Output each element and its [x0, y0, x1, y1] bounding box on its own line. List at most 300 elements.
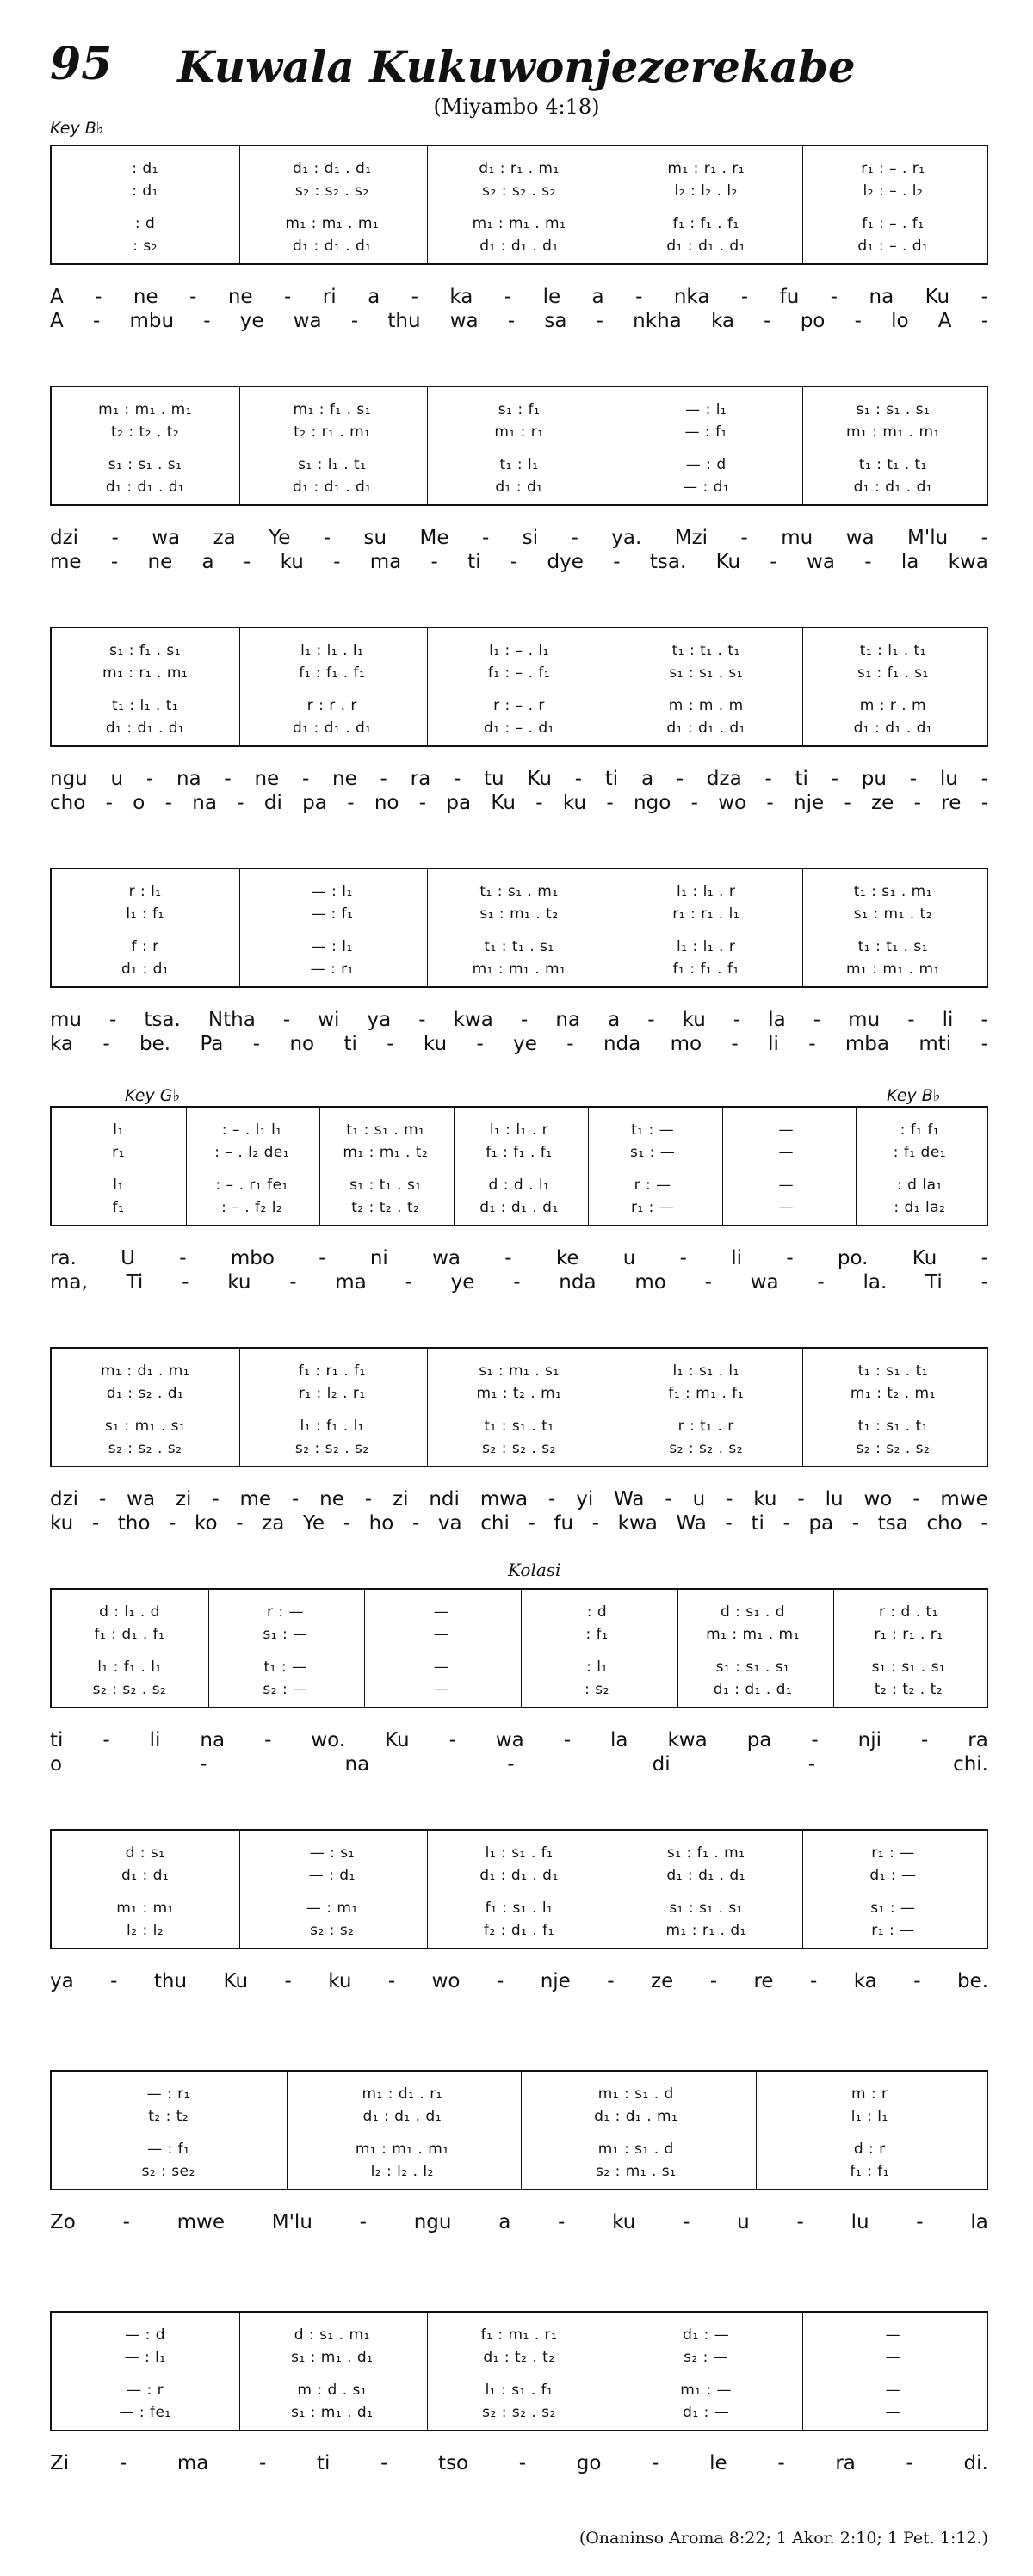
lyric-syllable: sa: [544, 310, 567, 332]
lyric-line: [50, 768, 988, 790]
lyric-syllable: tsa: [877, 1512, 908, 1535]
lyric-syllable: na: [555, 1009, 580, 1031]
measure-notes: m₁ : m₁: [116, 1900, 174, 1917]
lyric-syllable: -: [535, 792, 543, 814]
lyric-syllable: la: [900, 551, 919, 573]
measure-notes: —: [433, 1659, 449, 1676]
measure-notes: t₁ : s₁ . m₁: [853, 883, 933, 900]
measure-notes: s₁ : —: [870, 1900, 916, 1917]
lyric-syllable: -: [909, 768, 918, 790]
lyric-syllable: le: [542, 286, 561, 308]
scripture-footnote: (Onaninso Aroma 8:22; 1 Akor. 2:10; 1 Pet. 1:12.): [578, 2529, 988, 2548]
measure-notes: f₁ : m₁ . f₁: [668, 1385, 745, 1402]
measure-notes: d₁ : —: [869, 1867, 917, 1884]
lyric-syllable: -: [591, 1512, 600, 1535]
lyric-line: [50, 1753, 988, 1776]
lyric-syllable: mbo: [230, 1247, 275, 1269]
lyric-syllable: -: [453, 768, 461, 790]
measure-notes: m₁ : m₁ . m₁: [355, 2140, 449, 2158]
lyric-syllable: yi: [576, 1488, 594, 1510]
lyric-syllable: ku: [682, 1009, 706, 1031]
lyric-syllable: Ku: [223, 1970, 249, 1992]
measure-notes: s₁ : t₁ . s₁: [349, 1177, 422, 1194]
measure-notes: d : r: [853, 2140, 886, 2158]
lyric-syllable: Mzi: [674, 527, 708, 549]
lyric-syllable: -: [284, 1970, 292, 1992]
lyric-syllable: no: [289, 1033, 315, 1055]
measure-notes: r₁ : r₁ . l₁: [672, 905, 740, 923]
lyric-syllable: ti: [316, 2452, 331, 2474]
lyric-syllable: ya: [367, 1009, 392, 1031]
measure-notes: s₁ : f₁ . s₁: [109, 642, 182, 659]
voice-line: [52, 1843, 987, 1863]
voice-line: [52, 1898, 987, 1918]
measure-notes: : f₁ f₁: [900, 1121, 940, 1139]
lyric-syllable: Ye: [269, 527, 291, 549]
lyric-syllable: ma,: [50, 1271, 88, 1294]
lyric-syllable: Ntha: [207, 1009, 256, 1031]
lyric-syllable: A: [50, 286, 64, 308]
measure-notes: d₁ : d₁ . d₁: [105, 720, 185, 737]
lyric-syllable: kwa: [667, 1729, 708, 1751]
music-system: [50, 627, 988, 747]
measure-notes: m₁ : —: [680, 2381, 733, 2399]
measure-notes: m₁ : m₁ . t₂: [343, 1144, 429, 1161]
lyric-line: [50, 2452, 988, 2474]
measure-notes: s₁ : f₁ . m₁: [666, 1844, 745, 1862]
lyric-syllable: Zo: [50, 2211, 76, 2233]
lyric-syllable: kwa: [617, 1512, 658, 1535]
hymn-title: Kuwala Kukuwonjezerekabe: [177, 41, 856, 92]
lyric-syllable: ku: [753, 1488, 777, 1510]
lyric-syllable: pa: [808, 1512, 834, 1535]
key-label-g-flat: Key G♭: [125, 1086, 181, 1105]
lyric-syllable: tsa.: [649, 551, 687, 573]
lyric-syllable: -: [864, 551, 872, 573]
measure-cells: [52, 720, 987, 737]
lyric-syllable: -: [476, 1033, 484, 1055]
lyric-line: [50, 1271, 988, 1294]
measure-notes: d₁ : —: [683, 2326, 730, 2344]
measure-notes: s₂ : s₂ . s₂: [294, 1440, 369, 1457]
measure-notes: t₁ : t₁ . t₁: [671, 642, 740, 659]
measure-notes: r₁ : —: [871, 1844, 915, 1862]
lyric-syllable: ku: [280, 551, 304, 573]
measure-notes: —: [778, 1121, 795, 1139]
lyric-syllable: nje: [540, 1970, 571, 1992]
measure-notes: d₁ : d₁ . d₁: [293, 160, 372, 177]
measure-notes: s₁ : l₁ . t₁: [298, 456, 367, 473]
lyric-syllable: -: [164, 792, 172, 814]
measure-notes: m₁ : m₁ . m₁: [845, 423, 940, 441]
music-system: [50, 145, 988, 265]
lyric-syllable: ma: [369, 551, 402, 573]
lyric-syllable: le: [709, 2452, 727, 2474]
measure-notes: s₁ : m₁ . d₁: [291, 2349, 374, 2366]
measure-notes: d₁ : d₁ . d₁: [713, 1681, 793, 1698]
lyric-syllable: ye: [450, 1271, 475, 1294]
key-label-b-flat-return: Key B♭: [887, 1086, 941, 1105]
lyric-syllable: mbu: [129, 310, 175, 332]
lyric-syllable: Ku: [925, 286, 950, 308]
measure-notes: d₁ : —: [683, 2404, 730, 2421]
lyric-syllable: re: [753, 1970, 774, 1992]
measure-notes: s₂ : s₂: [310, 1922, 355, 1939]
lyric-syllable: -: [913, 792, 921, 814]
measure-notes: —: [433, 1626, 449, 1643]
measure-notes: m : m . m: [668, 697, 744, 714]
lyric-syllable: li: [149, 1729, 161, 1751]
lyric-syllable: ye: [239, 310, 264, 332]
measure-notes: d₁ : d₁ . m₁: [594, 2108, 678, 2125]
lyric-syllable: mu: [848, 1009, 881, 1031]
measure-notes: — : l₁: [685, 401, 727, 418]
measure-cells: [52, 1681, 987, 1698]
lyric-syllable: o: [50, 1753, 63, 1776]
voice-line: [52, 1865, 987, 1886]
measure-notes: s₁ : m₁ . t₂: [479, 905, 559, 923]
lyric-syllable: chi: [480, 1512, 510, 1535]
measure-notes: : l₁: [586, 1659, 608, 1676]
lyric-syllable: -: [243, 551, 251, 573]
lyric-syllable: -: [145, 768, 154, 790]
measure-notes: l₁: [113, 1121, 124, 1139]
lyric-syllable: mti: [919, 1033, 952, 1055]
measure-notes: d₁ : d₁ . d₁: [479, 1867, 559, 1884]
lyric-syllable: di: [263, 792, 282, 814]
measure-notes: m₁ : r₁ . r₁: [667, 160, 745, 177]
measure-notes: r : —: [634, 1177, 671, 1194]
voice-line: [52, 936, 987, 957]
lyric-syllable: wo: [863, 1488, 893, 1510]
voice-line: [52, 1175, 987, 1195]
lyric-syllable: ti: [751, 1512, 764, 1535]
lyric-syllable: wa: [152, 527, 181, 549]
measure-cells: [52, 1867, 987, 1884]
measure-notes: — : d₁: [683, 479, 730, 496]
lyric-line: [50, 1729, 988, 1751]
lyric-syllable: -: [291, 1488, 300, 1510]
lyric-line: [50, 310, 988, 332]
voice-line: [52, 181, 987, 201]
measure-notes: l₁: [113, 1177, 124, 1194]
lyric-syllable: -: [102, 1033, 110, 1055]
measure-notes: d₁ : r₁ . m₁: [479, 160, 560, 177]
lyric-syllable: wa: [293, 310, 322, 332]
lyric-syllable: me: [50, 551, 82, 573]
measure-notes: s₁ : m₁ . s₁: [104, 1418, 186, 1435]
measure-cells: [52, 1900, 987, 1917]
lyric-syllable: -: [980, 286, 988, 308]
lyric-syllable: wa: [807, 551, 835, 573]
lyric-syllable: zi: [393, 1488, 409, 1510]
measure-notes: — : l₁: [311, 883, 353, 900]
lyric-syllable: -: [92, 310, 101, 332]
lyric-syllable: ka: [853, 1970, 877, 1992]
voice-line: [52, 640, 987, 661]
lyric-syllable: -: [319, 1247, 326, 1269]
measure-notes: s₁ : —: [630, 1144, 676, 1161]
lyric-syllable: ma: [176, 2452, 209, 2474]
measure-notes: m₁ : s₁ . d: [597, 2140, 674, 2158]
lyric-syllable: ti: [343, 1033, 357, 1055]
lyric-syllable: -: [548, 1488, 556, 1510]
lyric-syllable: nda: [559, 1271, 597, 1294]
measure-notes: m₁ : m₁ . m₁: [285, 215, 380, 232]
measure-cells: [52, 697, 987, 714]
lyric-syllable: lu: [851, 2211, 869, 2233]
measure-notes: t₁ : s₁ . t₁: [484, 1418, 554, 1435]
lyric-syllable: wo.: [311, 1729, 346, 1751]
voice-line: [52, 477, 987, 497]
lyric-syllable: ku: [562, 792, 587, 814]
lyric-syllable: -: [786, 1247, 794, 1269]
lyric-syllable: -: [808, 1033, 816, 1055]
lyric-line: [50, 551, 988, 573]
lyric-syllable: -: [571, 527, 578, 549]
measure-notes: r₁ : – . r₁: [861, 160, 925, 177]
voice-line: [52, 695, 987, 716]
measure-notes: —: [433, 1681, 449, 1698]
lyric-syllable: ngu: [413, 2211, 452, 2233]
lyric-syllable: a: [368, 286, 380, 308]
measure-notes: f₁: [112, 1199, 125, 1216]
lyric-syllable: wo: [718, 792, 747, 814]
lyric-syllable: nkha: [633, 310, 682, 332]
lyric-line: [50, 1247, 988, 1269]
lyric-syllable: fu: [554, 1512, 574, 1535]
lyric-syllable: -: [830, 286, 838, 308]
voice-line: [52, 1197, 987, 1218]
lyric-syllable: -: [652, 2452, 659, 2474]
measure-notes: s₁ : s₁ . s₁: [871, 1659, 946, 1676]
lyric-syllable: tsa.: [144, 1009, 181, 1031]
lyric-syllable: be.: [139, 1033, 171, 1055]
voice-line: [52, 2106, 987, 2127]
lyric-syllable: pa: [446, 792, 472, 814]
lyric-syllable: -: [844, 792, 851, 814]
measure-cells: [52, 1922, 987, 1939]
measure-notes: r : t₁ . r: [677, 1418, 734, 1435]
measure-notes: r : d . t₁: [878, 1603, 938, 1621]
lyric-syllable: Ku: [491, 792, 516, 814]
measure-notes: m₁ : m₁ . m₁: [98, 401, 193, 418]
measure-notes: d₁ : d₁ . d₁: [853, 479, 933, 496]
lyric-syllable: dzi: [50, 1488, 79, 1510]
measure-cells: [52, 1385, 987, 1402]
lyric-syllable: di: [652, 1753, 671, 1776]
measure-notes: l₂ : l₂ . l₂: [674, 182, 738, 200]
measure-notes: l₁ : f₁: [126, 905, 164, 923]
measure-cells: [52, 664, 987, 682]
lyric-syllable: -: [980, 1033, 988, 1055]
lyric-syllable: -: [179, 1247, 187, 1269]
lyric-syllable: Wa: [614, 1488, 645, 1510]
measure-notes: r₁ : —: [871, 1922, 915, 1939]
lyric-syllable: ra: [968, 1729, 988, 1751]
music-system: [50, 1347, 988, 1467]
lyric-syllable: ku: [50, 1512, 74, 1535]
lyric-syllable: A: [50, 310, 64, 332]
lyric-syllable: u: [622, 1247, 636, 1269]
lyric-syllable: ra.: [50, 1247, 77, 1269]
lyric-syllable: -: [359, 2211, 367, 2233]
lyric-syllable: -: [980, 792, 988, 814]
lyric-syllable: mo: [670, 1033, 702, 1055]
lyric-syllable: -: [980, 1271, 988, 1294]
measure-cells: [52, 182, 987, 200]
measure-notes: t₁ : t₁ . t₁: [858, 456, 928, 473]
measure-notes: f₁ : f₁ . f₁: [299, 664, 366, 682]
lyric-syllable: -: [301, 768, 310, 790]
measure-cells: [52, 2381, 987, 2399]
lyric-syllable: ma: [335, 1271, 367, 1294]
lyric-syllable: -: [912, 1488, 920, 1510]
measure-notes: m₁ : r₁: [494, 423, 544, 441]
lyric-syllable: go: [576, 2452, 602, 2474]
lyric-syllable: -: [563, 1729, 572, 1751]
lyric-syllable: -: [122, 2211, 130, 2233]
lyric-syllable: -: [980, 310, 988, 332]
music-system: [50, 386, 988, 506]
measure-notes: f₁ : s₁ . l₁: [485, 1900, 554, 1917]
measure-notes: : s₂: [585, 1681, 609, 1698]
lyric-syllable: -: [731, 1033, 739, 1055]
lyric-syllable: ti: [604, 768, 619, 790]
measure-notes: : d: [134, 215, 156, 232]
lyric-syllable: -: [647, 1009, 655, 1031]
lyric-syllable: -: [105, 792, 113, 814]
lyric-syllable: -: [284, 286, 292, 308]
lyric-syllable: -: [189, 286, 197, 308]
lyric-syllable: mwe: [940, 1488, 988, 1510]
lyric-line: [50, 1033, 988, 1055]
lyric-syllable: -: [504, 1247, 512, 1269]
lyric-syllable: -: [766, 792, 774, 814]
lyric-syllable: za: [213, 527, 236, 549]
lyric-syllable: -: [528, 1512, 535, 1535]
measure-notes: s₂ : s₂ . s₂: [294, 182, 369, 200]
lyric-syllable: Zi: [50, 2452, 70, 2474]
measure-notes: s₂ : s₂ . s₂: [482, 2404, 556, 2421]
lyric-syllable: na: [192, 792, 217, 814]
measure-notes: — : m₁: [306, 1900, 358, 1917]
measure-notes: —: [885, 2404, 901, 2421]
measure-notes: d₁ : d₁: [121, 1867, 170, 1884]
voice-line: [52, 2347, 987, 2368]
measure-notes: f₁ : f₁: [850, 2163, 890, 2180]
voice-line: [52, 1602, 987, 1622]
measure-notes: l₁ : s₁ . l₁: [672, 1362, 739, 1380]
lyric-syllable: la: [768, 1009, 786, 1031]
lyric-syllable: ngo: [634, 792, 671, 814]
voice-line: [52, 236, 987, 256]
music-system: [50, 1829, 988, 1949]
measure-notes: t₁ : l₁ . t₁: [111, 697, 179, 714]
measure-notes: t₁ : l₁: [499, 456, 539, 473]
measure-notes: m₁ : f₁ . s₁: [293, 401, 372, 418]
lyric-syllable: u: [692, 1488, 706, 1510]
measure-cells: [52, 423, 987, 441]
lyric-syllable: wa: [750, 1271, 779, 1294]
lyric-syllable: -: [907, 1009, 915, 1031]
lyric-line: [50, 1512, 988, 1535]
lyric-syllable: wa: [449, 310, 479, 332]
lyric-syllable: cho: [926, 1512, 962, 1535]
lyric-syllable: -: [913, 1970, 921, 1992]
lyric-syllable: -: [102, 1729, 110, 1751]
lyric-syllable: -: [405, 1271, 412, 1294]
lyric-syllable: Me: [419, 527, 449, 549]
measure-notes: l₂ : – . l₂: [863, 182, 924, 200]
measure-notes: t₁ : —: [263, 1659, 307, 1676]
measure-notes: t₁ : —: [631, 1121, 675, 1139]
measure-cells: [52, 2404, 987, 2421]
lyric-syllable: -: [510, 551, 518, 573]
lyric-syllable: -: [764, 768, 772, 790]
measure-notes: d₁ : d₁ . d₁: [293, 238, 372, 255]
lyric-syllable: ra: [835, 2452, 856, 2474]
music-system: [50, 1588, 988, 1708]
lyric-syllable: -: [764, 310, 771, 332]
lyric-syllable: U: [121, 1247, 135, 1269]
measure-notes: t₂ : r₁ . m₁: [294, 423, 371, 441]
measure-notes: d₁ : t₂ . t₂: [483, 2349, 555, 2366]
lyric-syllable: ho: [368, 1512, 394, 1535]
measure-notes: m : r: [851, 2085, 888, 2103]
lyric-syllable: li: [768, 1033, 779, 1055]
lyric-syllable: -: [110, 551, 119, 573]
measure-notes: — : fe₁: [119, 2404, 171, 2421]
measure-notes: : d₁: [132, 160, 158, 177]
measure-cells: [52, 1418, 987, 1435]
measure-notes: d₁ : d₁: [121, 961, 170, 978]
measure-notes: t₁ : s₁ . m₁: [346, 1121, 425, 1139]
measure-cells: [52, 2085, 987, 2103]
measure-notes: l₂ : l₂ . l₂: [370, 2163, 434, 2180]
measure-notes: s₁ : s₁ . s₁: [669, 1900, 744, 1917]
lyric-syllable: mwe: [176, 2211, 226, 2233]
measure-cells: [52, 1603, 987, 1621]
lyric-syllable: -: [411, 1512, 420, 1535]
lyric-syllable: -: [98, 1488, 107, 1510]
lyric-syllable: dza: [706, 768, 742, 790]
lyric-syllable: a: [498, 2211, 511, 2233]
measure-notes: — : d₁: [308, 1867, 356, 1884]
lyric-syllable: -: [380, 2452, 388, 2474]
measure-cells: [52, 479, 987, 496]
lyric-syllable: -: [258, 2452, 267, 2474]
lyric-syllable: -: [813, 1009, 821, 1031]
lyric-syllable: -: [606, 792, 614, 814]
lyric-syllable: o: [133, 792, 145, 814]
lyric-syllable: ku: [328, 1970, 352, 1992]
lyric-line: [50, 1009, 988, 1031]
measure-notes: m : r . m: [859, 697, 927, 714]
lyric-syllable: ya: [50, 1970, 74, 1992]
lyric-syllable: Ku: [715, 551, 741, 573]
measure-notes: r : l₁: [128, 883, 162, 900]
lyric-syllable: na: [344, 1753, 370, 1776]
lyric-syllable: Ku: [912, 1247, 937, 1269]
lyric-syllable: -: [566, 1033, 574, 1055]
lyric-syllable: mwa: [479, 1488, 529, 1510]
measure-notes: s₂ : se₂: [141, 2163, 195, 2180]
measure-notes: r₁ : —: [630, 1199, 675, 1216]
lyric-syllable: Ye: [302, 1512, 325, 1535]
measure-notes: m₁ : r₁ . d₁: [665, 1922, 746, 1939]
lyric-syllable: nka: [673, 286, 710, 308]
